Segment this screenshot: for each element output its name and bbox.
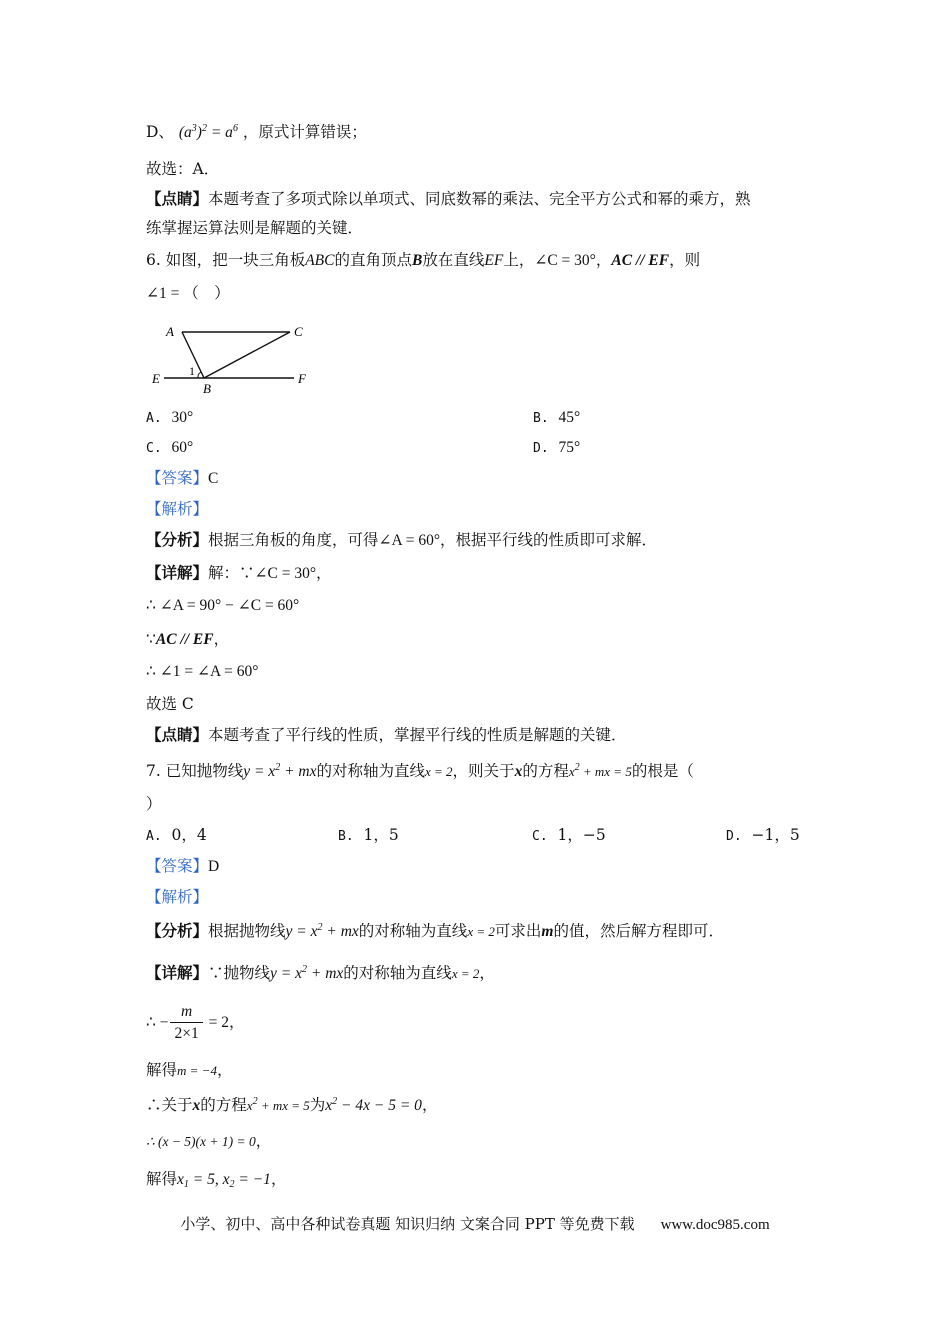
comment-text: 本题考查了平行线的性质，掌握平行线的性质是解题的关键． — [208, 726, 627, 744]
label-a: A — [166, 324, 174, 339]
stem-text: ，则 — [669, 251, 701, 269]
sub: 2 — [229, 1179, 235, 1190]
fenxi-text: 的对称轴为直线 — [358, 922, 468, 940]
math-expr — [179, 124, 238, 141]
exp: 2 — [252, 1096, 258, 1107]
exp: 2 — [317, 922, 323, 933]
detail-text: 解：∵ — [208, 564, 255, 582]
q7-option-a — [146, 824, 207, 848]
option-value: 60° — [171, 439, 194, 456]
expr: x — [568, 764, 575, 779]
expr: x — [246, 1098, 253, 1113]
detail-tag: 【详解】 — [146, 563, 209, 582]
math-parabola — [286, 923, 359, 940]
detail-text: ∵抛物线 — [208, 964, 271, 982]
math-parabola — [243, 763, 316, 780]
option-label: C. — [146, 441, 162, 456]
option-value: 1，5 — [363, 826, 399, 844]
option-label: B. — [338, 829, 354, 844]
math-new-equation — [325, 1097, 422, 1114]
expr-close: ) — [196, 124, 202, 141]
option-value: 0，4 — [171, 826, 207, 844]
fenxi-text: 根据抛物线 — [208, 922, 286, 940]
fraction-numerator: m — [181, 1002, 193, 1020]
math-parabola — [270, 965, 343, 982]
expr-eq: = a — [206, 124, 233, 141]
stem-text: ，则关于 — [452, 762, 515, 780]
q7-factor — [146, 1130, 271, 1153]
q5-option-d-line — [146, 121, 367, 144]
label-f: F — [298, 371, 306, 386]
q5-comment-line2: 练掌握运算法则是解题的关键． — [146, 219, 364, 237]
q6-stem-line1 — [146, 249, 700, 272]
expr: + mx — [280, 763, 317, 780]
fenxi-text: 的值，然后解方程即可． — [553, 922, 724, 940]
exp: 2 — [332, 1096, 338, 1107]
answer-tag: 【答案】 — [146, 857, 209, 875]
exp-inner: 3 — [191, 123, 197, 134]
fenxi-tag: 【分析】 — [146, 530, 209, 549]
because-symbol: ∵ — [146, 630, 156, 648]
comment-text: 本题考查了多项式除以单项式、同底数幂的乘法、完全平方公式和幂的乘方，熟 — [208, 190, 751, 208]
footer-url[interactable]: www.doc985.com — [660, 1217, 770, 1233]
punct: ， — [213, 630, 230, 648]
label-c: C — [294, 324, 303, 339]
option-label: D. — [533, 441, 549, 456]
stem-text: 的直角顶点 — [334, 251, 413, 269]
math-axis: x = 2 — [451, 966, 480, 981]
stem-text: 7. 已知抛物线 — [146, 762, 244, 780]
exp: 2 — [302, 964, 307, 975]
detail-text: ， — [479, 964, 495, 982]
exp: 2 — [574, 762, 580, 773]
expr: x — [177, 1171, 184, 1188]
stem-text: 的对称轴为直线 — [316, 762, 425, 780]
label-b: B — [203, 381, 211, 396]
option-label: C. — [532, 829, 548, 844]
comment-tag: 【点睛】 — [146, 725, 209, 744]
q6-option-a — [146, 406, 193, 430]
stem-text: ， — [595, 251, 612, 269]
option-value: 75° — [558, 439, 581, 456]
expr: y = x — [243, 763, 276, 780]
q6-option-c — [146, 436, 193, 460]
frac-suffix: = 2， — [204, 1014, 245, 1031]
fraction-denominator: 2×1 — [170, 1022, 202, 1045]
expr: y = x — [285, 923, 318, 940]
q7-answer — [146, 855, 219, 878]
stem-text: 的根是（ — [631, 762, 694, 780]
q6-answer — [146, 467, 218, 490]
expr: x — [222, 1171, 230, 1188]
q6-detail — [146, 562, 332, 585]
q7-solve-m — [146, 1059, 232, 1082]
option-value: 30° — [171, 409, 194, 426]
q6-option-b — [533, 406, 580, 430]
fenxi-text: 根据三角板的角度，可得 — [208, 531, 379, 549]
q6-step1: ∴ ∠A = 90° − ∠C = 60° — [146, 597, 300, 614]
fenxi-text: ，根据平行线的性质即可求解． — [440, 531, 658, 549]
line-bc — [204, 332, 290, 378]
math-factor: ∴ (x − 5)(x + 1) = 0 — [146, 1134, 256, 1149]
q7-option-b — [338, 824, 399, 848]
punct: ， — [216, 1061, 233, 1079]
q7-option-c — [532, 824, 606, 848]
option-comment: ，原式计算错误； — [242, 123, 367, 141]
stem-text: 放在直线 — [422, 251, 485, 269]
punct: ， — [421, 1096, 438, 1114]
expr: + mx = 5 — [579, 764, 632, 779]
footer-text: 小学、初中、高中各种试卷真题 知识归纳 文案合同 PPT 等免费下载 — [180, 1215, 635, 1233]
q7-roots — [146, 1168, 286, 1191]
q7-frac-line — [146, 1000, 244, 1045]
comment-tag: 【点睛】 — [146, 189, 209, 208]
math-angle-a: ∠A = 60° — [378, 532, 441, 549]
expr-base: (a — [178, 124, 192, 141]
expr: + mx — [322, 923, 359, 940]
solve-text: 解得 — [146, 1170, 178, 1188]
option-value: 1，−5 — [557, 826, 606, 844]
q6-comment — [146, 724, 627, 746]
stem-text: 的方程 — [522, 762, 569, 780]
triangle-figure — [150, 320, 320, 400]
math-b: B — [412, 252, 423, 269]
angle-1-arc — [198, 372, 201, 378]
eq-text: 为 — [309, 1096, 326, 1114]
punct: ， — [255, 1132, 272, 1150]
q6-stem-line2 — [146, 282, 230, 305]
fenxi-tag: 【分析】 — [146, 921, 209, 940]
option-value: −1，5 — [751, 826, 800, 844]
q7-stem-line2: ） — [146, 795, 162, 813]
math-angle-c: ∠C = 30° — [254, 565, 317, 582]
result-exp: 6 — [232, 123, 238, 134]
exp: 2 — [275, 762, 281, 773]
stem-angle-1: ∠1 = （ ） — [146, 285, 230, 302]
q6-step2 — [146, 628, 229, 651]
option-label: D、 — [146, 123, 174, 141]
q6-fenxi — [146, 529, 657, 552]
exp-outer: 2 — [201, 123, 207, 134]
option-label: B. — [533, 411, 549, 426]
q7-stem-line1 — [146, 760, 694, 783]
eq-text: 的方程 — [200, 1096, 247, 1114]
detail-text: 的对称轴为直线 — [343, 964, 452, 982]
eq-text: ∴关于 — [146, 1096, 193, 1114]
option-label: A. — [146, 411, 162, 426]
option-value: 45° — [558, 409, 581, 426]
fraction — [170, 1002, 202, 1045]
math-axis: x = 2 — [467, 924, 495, 939]
page-footer — [0, 1213, 950, 1234]
math-m-value: m = −4 — [177, 1063, 217, 1078]
label-1: 1 — [189, 364, 195, 378]
math-ef: EF — [484, 252, 504, 269]
expr: = 5, — [188, 1171, 223, 1188]
q6-step3: ∴ ∠1 = ∠A = 60° — [146, 663, 259, 680]
sub: 1 — [183, 1179, 189, 1190]
punct: ， — [270, 1170, 287, 1188]
math-x: x — [192, 1097, 201, 1114]
answer-value: D — [208, 858, 220, 875]
answer-value: C — [208, 470, 219, 487]
option-label: A. — [146, 829, 162, 844]
detail-text: ， — [316, 564, 332, 582]
frac-prefix: ∴ − — [146, 1014, 169, 1031]
expr: + mx = 5 — [257, 1098, 310, 1113]
math-m: m — [541, 923, 554, 940]
math-roots — [177, 1171, 271, 1188]
q5-choose: 故选：A． — [146, 160, 220, 178]
detail-tag: 【详解】 — [146, 963, 209, 982]
math-angle-c: ∠C = 30° — [534, 252, 596, 269]
q5-comment-line1 — [146, 188, 751, 210]
q7-analysis-tag: 【解析】 — [146, 888, 209, 906]
expr: = −1 — [234, 1171, 271, 1188]
expr: + mx — [307, 965, 344, 982]
math-ac-parallel-ef: AC // EF — [155, 631, 214, 648]
math-x: x — [514, 763, 523, 780]
math-equation — [569, 764, 632, 779]
q7-detail — [146, 962, 495, 985]
math-abc: ABC — [305, 252, 335, 269]
q7-option-d — [726, 824, 800, 848]
math-equation — [247, 1098, 310, 1113]
stem-text: 6. 如图，把一块三角板 — [146, 251, 306, 269]
label-e: E — [152, 371, 160, 386]
expr: − 4x − 5 = 0 — [337, 1097, 422, 1114]
math-ac-parallel-ef: AC // EF — [611, 252, 670, 269]
fenxi-text: 可求出 — [494, 922, 542, 940]
q6-option-d — [533, 436, 580, 460]
q6-choose: 故选 C — [146, 695, 194, 713]
stem-text: 上， — [503, 251, 535, 269]
expr: x — [325, 1097, 333, 1114]
q7-equation — [146, 1094, 437, 1117]
math-axis: x = 2 — [425, 764, 453, 779]
option-label: D. — [726, 829, 742, 844]
expr: y = x — [270, 965, 302, 982]
q7-fenxi — [146, 920, 724, 943]
answer-tag: 【答案】 — [146, 469, 209, 487]
q6-analysis-tag: 【解析】 — [146, 500, 209, 518]
solve-text: 解得 — [146, 1061, 178, 1079]
